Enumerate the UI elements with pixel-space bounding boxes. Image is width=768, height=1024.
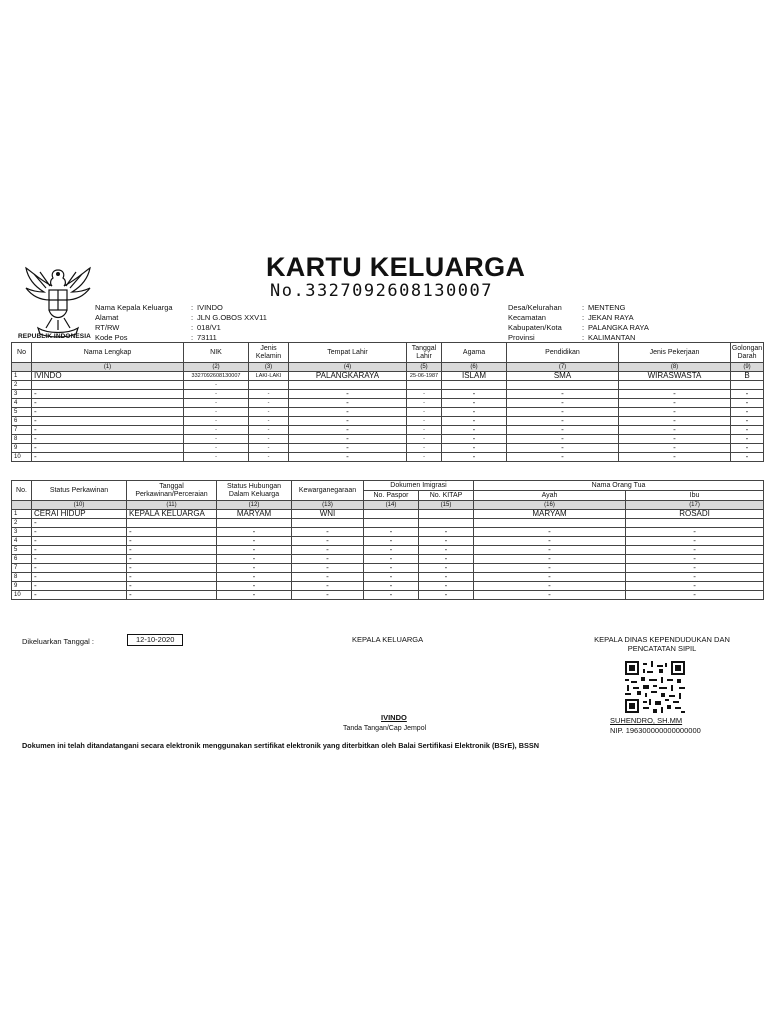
table-cell: - bbox=[507, 453, 619, 462]
row-number-cell: 10 bbox=[12, 453, 32, 462]
column-index-cell: (14) bbox=[364, 501, 419, 510]
col-header-gender: Jenis Kelamin bbox=[249, 343, 289, 363]
column-index-cell: (16) bbox=[474, 501, 626, 510]
column-index-cell: (8) bbox=[619, 363, 731, 372]
table-row bbox=[12, 573, 764, 582]
table-cell: - bbox=[442, 417, 507, 426]
table-cell: MARYAM bbox=[217, 510, 292, 519]
table-cell bbox=[407, 381, 442, 390]
field-label: Desa/Kelurahan bbox=[508, 303, 562, 312]
table-row bbox=[12, 435, 764, 444]
table-cell: - bbox=[407, 453, 442, 462]
column-index-cell: (15) bbox=[419, 501, 474, 510]
table-cell: - bbox=[731, 408, 764, 417]
table-cell: - bbox=[507, 399, 619, 408]
table-cell: - bbox=[292, 537, 364, 546]
table-cell: - bbox=[442, 408, 507, 417]
table-cell bbox=[292, 519, 364, 528]
table-cell bbox=[507, 381, 619, 390]
table-cell: - bbox=[32, 582, 127, 591]
col-header-marital-status: Status Perkawinan bbox=[32, 481, 127, 501]
row-number-cell: 1 bbox=[12, 372, 32, 381]
table-cell bbox=[364, 510, 419, 519]
table-cell: - bbox=[419, 537, 474, 546]
table-cell: - bbox=[626, 564, 764, 573]
row-number-cell: 7 bbox=[12, 564, 32, 573]
table-cell: - bbox=[292, 528, 364, 537]
official-name: SUHENDRO, SH.MM bbox=[610, 716, 683, 725]
row-number-cell: 7 bbox=[12, 426, 32, 435]
field-label: Alamat bbox=[95, 313, 119, 322]
head-of-family-name: IVINDO bbox=[381, 713, 407, 722]
column-index-cell: (3) bbox=[249, 363, 289, 372]
col-header-immigration-docs: Dokumen Imigrasi bbox=[364, 481, 474, 491]
col-header-kitap: No. KITAP bbox=[419, 491, 474, 501]
table-cell: - bbox=[184, 435, 249, 444]
row-number-cell: 5 bbox=[12, 546, 32, 555]
table-cell: - bbox=[127, 591, 217, 600]
table-cell: - bbox=[32, 426, 184, 435]
issued-date-value: 12-10-2020 bbox=[127, 634, 183, 646]
row-number-cell: 10 bbox=[12, 591, 32, 600]
col-header-education: Pendidikan bbox=[507, 343, 619, 363]
row-number-cell: 5 bbox=[12, 408, 32, 417]
table-cell: - bbox=[217, 555, 292, 564]
table-cell: - bbox=[32, 591, 127, 600]
col-header-occupation: Jenis Pekerjaan bbox=[619, 343, 731, 363]
table-cell: - bbox=[507, 426, 619, 435]
table-row bbox=[12, 399, 764, 408]
table-cell: - bbox=[626, 555, 764, 564]
table-cell: - bbox=[249, 408, 289, 417]
table-cell: - bbox=[507, 408, 619, 417]
field-value: JLN G.OBOS XXV11 bbox=[197, 313, 267, 322]
table-row bbox=[12, 591, 764, 600]
table-cell: - bbox=[217, 582, 292, 591]
table-cell: - bbox=[619, 435, 731, 444]
table-cell: - bbox=[626, 546, 764, 555]
table-cell: - bbox=[127, 564, 217, 573]
table-cell: - bbox=[217, 591, 292, 600]
table-cell: - bbox=[407, 399, 442, 408]
table-cell: - bbox=[619, 399, 731, 408]
table-cell: - bbox=[626, 582, 764, 591]
table-cell: - bbox=[127, 537, 217, 546]
column-index-cell: (7) bbox=[507, 363, 619, 372]
table-cell bbox=[217, 519, 292, 528]
table-row bbox=[12, 453, 764, 462]
column-index-cell: (13) bbox=[292, 501, 364, 510]
table-cell: LAKI-LAKI bbox=[249, 372, 289, 381]
col-header-full-name: Nama Lengkap bbox=[32, 343, 184, 363]
table-cell: - bbox=[619, 417, 731, 426]
field-label: Kecamatan bbox=[508, 313, 546, 322]
table-cell: - bbox=[364, 537, 419, 546]
table-cell: - bbox=[364, 591, 419, 600]
table-cell: - bbox=[442, 435, 507, 444]
col-header-father: Ayah bbox=[474, 491, 626, 501]
table-cell bbox=[364, 519, 419, 528]
table-cell: - bbox=[289, 453, 407, 462]
table-cell: - bbox=[292, 573, 364, 582]
table-cell: - bbox=[32, 528, 127, 537]
table-cell: - bbox=[626, 537, 764, 546]
table-cell: - bbox=[217, 537, 292, 546]
table-cell: KEPALA KELUARGA bbox=[127, 510, 217, 519]
col-header-passport: No. Paspor bbox=[364, 491, 419, 501]
col-header-marriage-date: Tanggal Perkawinan/Perceraian bbox=[127, 481, 217, 501]
table-cell: MARYAM bbox=[474, 510, 626, 519]
field-value: KALIMANTAN bbox=[588, 333, 636, 342]
table-cell: - bbox=[626, 573, 764, 582]
table-cell: WNI bbox=[292, 510, 364, 519]
table-cell bbox=[32, 381, 184, 390]
row-number-cell: 8 bbox=[12, 573, 32, 582]
table-cell: - bbox=[127, 546, 217, 555]
column-index-cell: (17) bbox=[626, 501, 764, 510]
table-cell: B bbox=[731, 372, 764, 381]
table-cell: - bbox=[32, 564, 127, 573]
table-cell: WIRASWASTA bbox=[619, 372, 731, 381]
table-cell: - bbox=[364, 582, 419, 591]
field-address: Alamat : JLN G.OBOS XXV11 bbox=[95, 313, 267, 322]
table-row bbox=[12, 555, 764, 564]
table-cell: - bbox=[364, 573, 419, 582]
row-number-cell: 8 bbox=[12, 435, 32, 444]
table-cell: - bbox=[626, 528, 764, 537]
field-value: IVINDO bbox=[197, 303, 223, 312]
field-label: Provinsi bbox=[508, 333, 535, 342]
table-cell: - bbox=[731, 453, 764, 462]
table-cell bbox=[474, 519, 626, 528]
table-cell: - bbox=[127, 555, 217, 564]
table-cell: - bbox=[507, 435, 619, 444]
row-number-cell: 6 bbox=[12, 417, 32, 426]
table-cell: - bbox=[184, 426, 249, 435]
table-cell: - bbox=[442, 399, 507, 408]
table-cell: - bbox=[289, 417, 407, 426]
table-row bbox=[12, 408, 764, 417]
field-label: Nama Kepala Keluarga bbox=[95, 303, 173, 312]
column-index-cell: (9) bbox=[731, 363, 764, 372]
table-cell: - bbox=[32, 444, 184, 453]
column-index-cell: (6) bbox=[442, 363, 507, 372]
table-cell bbox=[619, 381, 731, 390]
col-header-blood-type: Golongan Darah bbox=[731, 343, 764, 363]
table-row bbox=[12, 426, 764, 435]
col-header-mother: Ibu bbox=[626, 491, 764, 501]
table-cell: - bbox=[731, 399, 764, 408]
table-cell: - bbox=[292, 555, 364, 564]
table-cell: - bbox=[184, 444, 249, 453]
table-cell: - bbox=[217, 564, 292, 573]
column-index-cell: (11) bbox=[127, 501, 217, 510]
table-cell: - bbox=[217, 573, 292, 582]
table-cell: - bbox=[292, 564, 364, 573]
col-header-parents: Nama Orang Tua bbox=[474, 481, 764, 491]
table-cell: - bbox=[419, 591, 474, 600]
table-cell: - bbox=[249, 435, 289, 444]
column-index-cell bbox=[12, 363, 32, 372]
col-header-birthdate: Tanggal Lahir bbox=[407, 343, 442, 363]
table-cell: - bbox=[364, 546, 419, 555]
household-info-left bbox=[95, 303, 267, 343]
row-number-cell: 4 bbox=[12, 537, 32, 546]
table-cell: - bbox=[217, 528, 292, 537]
column-index-cell bbox=[12, 501, 32, 510]
table-cell: - bbox=[419, 528, 474, 537]
table-cell: - bbox=[249, 426, 289, 435]
row-number-cell: 4 bbox=[12, 399, 32, 408]
table-cell: - bbox=[184, 453, 249, 462]
table-cell: - bbox=[507, 390, 619, 399]
table-cell bbox=[626, 519, 764, 528]
official-nip: NIP. 196300000000000000 bbox=[610, 726, 701, 735]
table-row bbox=[12, 519, 764, 528]
field-rt-rw: RT/RW : 018/V1 bbox=[95, 323, 221, 332]
field-label: Kabupaten/Kota bbox=[508, 323, 562, 332]
household-info-right bbox=[508, 303, 649, 343]
column-index-cell: (1) bbox=[32, 363, 184, 372]
table-row bbox=[12, 417, 764, 426]
table-cell: - bbox=[32, 537, 127, 546]
table-cell: - bbox=[184, 399, 249, 408]
table-cell: - bbox=[619, 408, 731, 417]
table-cell: - bbox=[442, 444, 507, 453]
table-cell: - bbox=[32, 408, 184, 417]
table-row bbox=[12, 510, 764, 519]
qr-code-icon bbox=[625, 661, 685, 713]
table-cell: - bbox=[249, 453, 289, 462]
field-value: 73111 bbox=[197, 333, 217, 342]
table-cell: - bbox=[289, 435, 407, 444]
family-status-table bbox=[11, 480, 764, 600]
col-header-religion: Agama bbox=[442, 343, 507, 363]
table-cell: - bbox=[184, 390, 249, 399]
col-header-family-relation: Status Hubungan Dalam Keluarga bbox=[217, 481, 292, 501]
table-cell: - bbox=[184, 381, 249, 390]
table-cell: 3327092608130007 bbox=[184, 372, 249, 381]
field-province: Provinsi : KALIMANTAN bbox=[508, 333, 636, 342]
table-cell: - bbox=[731, 426, 764, 435]
table-cell: - bbox=[217, 546, 292, 555]
document-title: KARTU KELUARGA bbox=[266, 252, 526, 282]
table-cell: - bbox=[474, 537, 626, 546]
table-cell: - bbox=[184, 408, 249, 417]
row-number-cell: 3 bbox=[12, 528, 32, 537]
table-cell: - bbox=[474, 582, 626, 591]
table-cell: - bbox=[127, 573, 217, 582]
table-cell: - bbox=[407, 435, 442, 444]
table-cell: - bbox=[32, 546, 127, 555]
table-cell bbox=[442, 381, 507, 390]
electronic-signature-note: Dokumen ini telah ditandatangani secara elektronik menggunakan sertifikat elektronik yang diterbitkan oleh Balai Sertifikasi Elektronik (BSrE), BSSN bbox=[22, 741, 540, 750]
table-cell: - bbox=[442, 426, 507, 435]
field-label: Kode Pos bbox=[95, 333, 128, 342]
table-cell bbox=[249, 381, 289, 390]
column-index-row bbox=[12, 363, 764, 372]
col-header-no: No. bbox=[12, 481, 32, 501]
table-cell bbox=[127, 519, 217, 528]
country-label: REPUBLIK INDONESIA bbox=[18, 333, 91, 340]
table-row bbox=[12, 537, 764, 546]
col-header-nik: NIK bbox=[184, 343, 249, 363]
table-cell: - bbox=[731, 417, 764, 426]
table-cell: - bbox=[442, 453, 507, 462]
table-cell: - bbox=[474, 573, 626, 582]
signature-caption: Tanda Tangan/Cap Jempol bbox=[343, 725, 427, 732]
column-index-row bbox=[12, 501, 764, 510]
table-row bbox=[12, 546, 764, 555]
table-cell: - bbox=[474, 546, 626, 555]
table-row bbox=[12, 390, 764, 399]
field-head-of-family: Nama Kepala Keluarga : IVINDO bbox=[95, 303, 223, 312]
table-row bbox=[12, 444, 764, 453]
field-value: JEKAN RAYA bbox=[588, 313, 634, 322]
table-cell bbox=[731, 381, 764, 390]
table-cell: SMA bbox=[507, 372, 619, 381]
table-cell: - bbox=[731, 435, 764, 444]
table-cell: - bbox=[289, 426, 407, 435]
head-of-family-signature-label: KEPALA KELUARGA bbox=[352, 635, 424, 644]
row-number-cell: 9 bbox=[12, 444, 32, 453]
table-cell: - bbox=[419, 546, 474, 555]
table-cell: - bbox=[407, 390, 442, 399]
row-number-cell: 6 bbox=[12, 555, 32, 564]
table-cell: - bbox=[249, 390, 289, 399]
field-label: RT/RW bbox=[95, 323, 120, 332]
table-cell: - bbox=[364, 555, 419, 564]
table-row bbox=[12, 528, 764, 537]
row-number-cell: 1 bbox=[12, 510, 32, 519]
table-cell: - bbox=[184, 417, 249, 426]
col-header-no: No bbox=[12, 343, 32, 363]
table-cell: - bbox=[407, 444, 442, 453]
field-district: Kecamatan : JEKAN RAYA bbox=[508, 313, 634, 322]
table-cell: - bbox=[292, 582, 364, 591]
table-cell: - bbox=[419, 555, 474, 564]
document-number: No.3327092608130007 bbox=[270, 281, 493, 301]
table-cell: - bbox=[289, 390, 407, 399]
table-cell: - bbox=[32, 417, 184, 426]
table-cell: - bbox=[419, 573, 474, 582]
table-cell: - bbox=[619, 453, 731, 462]
table-cell: - bbox=[474, 564, 626, 573]
row-number-cell: 9 bbox=[12, 582, 32, 591]
table-cell: - bbox=[289, 444, 407, 453]
table-cell: - bbox=[32, 453, 184, 462]
table-cell: ROSADI bbox=[626, 510, 764, 519]
col-header-citizenship: Kewarganegaraan bbox=[292, 481, 364, 501]
table-cell: - bbox=[731, 444, 764, 453]
table-cell: - bbox=[292, 591, 364, 600]
column-index-cell: (4) bbox=[289, 363, 407, 372]
row-number-cell: 2 bbox=[12, 381, 32, 390]
garuda-emblem-icon bbox=[22, 262, 94, 344]
table-cell: - bbox=[619, 390, 731, 399]
table-cell: - bbox=[32, 519, 127, 528]
table-cell: - bbox=[249, 417, 289, 426]
field-value: 018/V1 bbox=[197, 323, 221, 332]
column-index-cell: (2) bbox=[184, 363, 249, 372]
issued-date-label: Dikeluarkan Tanggal : bbox=[22, 637, 94, 646]
table-row bbox=[12, 582, 764, 591]
table-cell: - bbox=[127, 528, 217, 537]
table-cell: - bbox=[626, 591, 764, 600]
column-index-cell: (5) bbox=[407, 363, 442, 372]
row-number-cell: 3 bbox=[12, 390, 32, 399]
field-postal-code: Kode Pos : 73111 bbox=[95, 333, 217, 342]
table-cell: - bbox=[419, 582, 474, 591]
agency-signature-label: KEPALA DINAS KEPENDUDUKAN DAN PENCATATAN SIPIL bbox=[594, 635, 730, 653]
table-cell: - bbox=[32, 435, 184, 444]
table-cell: - bbox=[364, 528, 419, 537]
table-row bbox=[12, 381, 764, 390]
field-city: Kabupaten/Kota : PALANGKA RAYA bbox=[508, 323, 649, 332]
table-cell: - bbox=[407, 426, 442, 435]
table-cell: - bbox=[474, 528, 626, 537]
table-cell: - bbox=[289, 399, 407, 408]
table-cell: - bbox=[32, 399, 184, 408]
column-index-cell: (10) bbox=[32, 501, 127, 510]
table-cell: - bbox=[289, 408, 407, 417]
table-cell: - bbox=[474, 555, 626, 564]
table-cell: - bbox=[419, 564, 474, 573]
table-cell bbox=[289, 381, 407, 390]
table-cell: - bbox=[407, 408, 442, 417]
table-cell: - bbox=[619, 444, 731, 453]
table-cell: - bbox=[127, 582, 217, 591]
row-number-cell: 2 bbox=[12, 519, 32, 528]
table-cell: - bbox=[507, 417, 619, 426]
field-value: MENTENG bbox=[588, 303, 626, 312]
field-value: PALANGKA RAYA bbox=[588, 323, 649, 332]
table-row bbox=[12, 564, 764, 573]
table-cell bbox=[419, 510, 474, 519]
field-village: Desa/Kelurahan : MENTENG bbox=[508, 303, 626, 312]
table-cell: - bbox=[442, 390, 507, 399]
table-row bbox=[12, 372, 764, 381]
table-cell: - bbox=[474, 591, 626, 600]
table-cell: - bbox=[32, 390, 184, 399]
table-cell: - bbox=[32, 573, 127, 582]
column-index-cell: (12) bbox=[217, 501, 292, 510]
table-cell: - bbox=[32, 555, 127, 564]
table-cell: 25-06-1987 bbox=[407, 372, 442, 381]
table-cell: IVINDO bbox=[32, 372, 184, 381]
table-cell: ISLAM bbox=[442, 372, 507, 381]
table-cell: - bbox=[407, 417, 442, 426]
table-cell: - bbox=[292, 546, 364, 555]
table-cell bbox=[419, 519, 474, 528]
table-cell: - bbox=[507, 444, 619, 453]
table-cell: - bbox=[619, 426, 731, 435]
table-cell: - bbox=[731, 390, 764, 399]
table-cell: PALANGKARAYA bbox=[289, 372, 407, 381]
col-header-birthplace: Tempat Lahir bbox=[289, 343, 407, 363]
table-cell: CERAI HIDUP bbox=[32, 510, 127, 519]
table-cell: - bbox=[249, 444, 289, 453]
family-members-table bbox=[11, 342, 764, 462]
table-cell: - bbox=[364, 564, 419, 573]
table-cell: - bbox=[249, 399, 289, 408]
